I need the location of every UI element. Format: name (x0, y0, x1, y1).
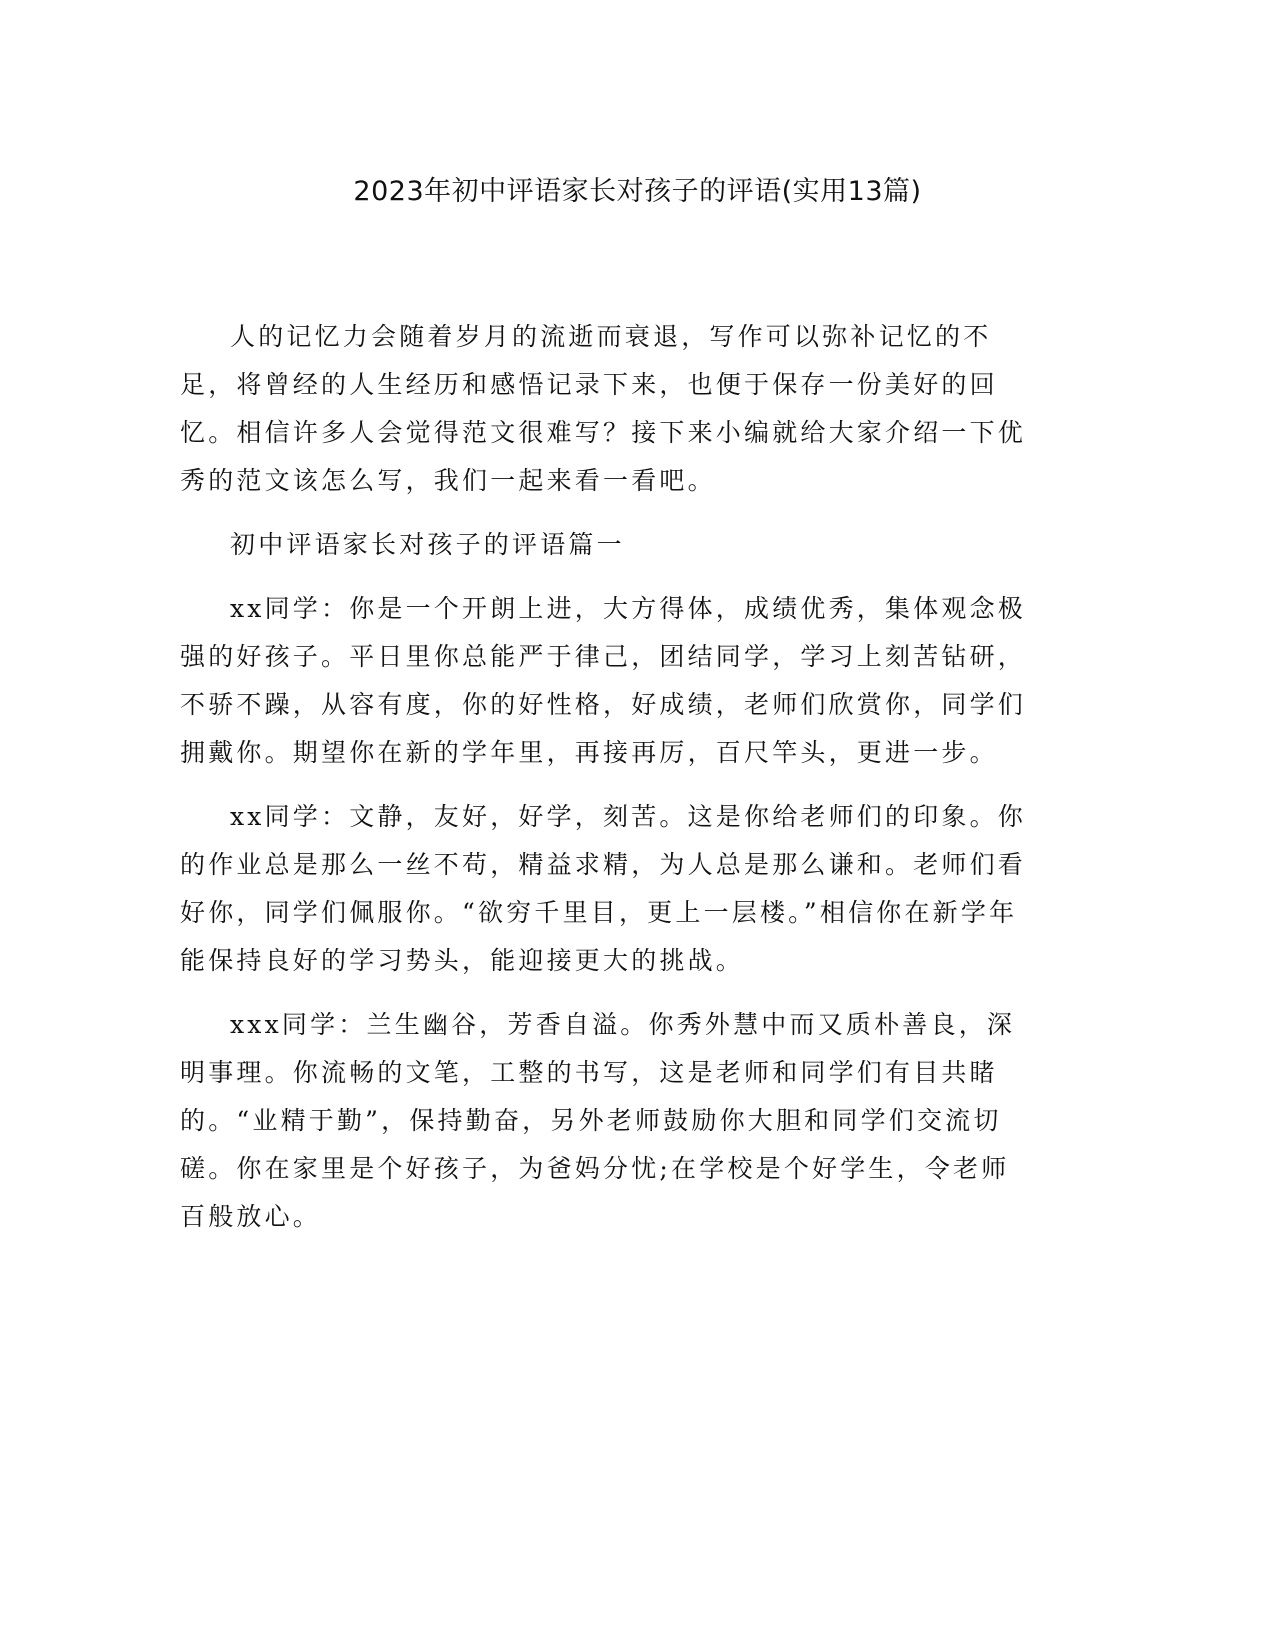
comment-paragraph-3: xxx同学：兰生幽谷，芳香自溢。你秀外慧中而又质朴善良，深明事理。你流畅的文笔，工整的书写，这是老师和同学们有目共睹的。“业精于勤”，保持勤奋，另外老师鼓励你大胆和同学们交流切磋。你在家里是个好孩子，为爸妈分忧;在学校是个好学生，令老师百般放心。 (180, 1010, 1016, 1231)
section-heading: 初中评语家长对孩子的评语篇一 (230, 530, 625, 559)
document-body (180, 313, 1035, 1241)
comment-paragraph-2: xx同学：文静，友好，好学，刻苦。这是你给老师们的印象。你的作业总是那么一丝不苟，精益求精，为人总是那么谦和。老师们看好你，同学们佩服你。“欲穷千里目，更上一层楼。”相信你在新学年能保持良好的学习势头，能迎接更大的挑战。 (180, 802, 1027, 975)
document-title: 2023年初中评语家长对孩子的评语(实用13篇) (353, 176, 922, 207)
intro-paragraph: 人的记忆力会随着岁月的流逝而衰退，写作可以弥补记忆的不足，将曾经的人生经历和感悟记录下来，也便于保存一份美好的回忆。相信许多人会觉得范文很难写？接下来小编就给大家介绍一下优秀的范文该怎么写，我们一起来看一看吧。 (180, 322, 1027, 495)
comment-paragraph-1: xx同学：你是一个开朗上进，大方得体，成绩优秀，集体观念极强的好孩子。平日里你总能严于律己，团结同学，学习上刻苦钻研，不骄不躁，从容有度，你的好性格，好成绩，老师们欣赏你，同学们拥戴你。期望你在新的学年里，再接再厉，百尺竿头，更进一步。 (180, 594, 1027, 767)
